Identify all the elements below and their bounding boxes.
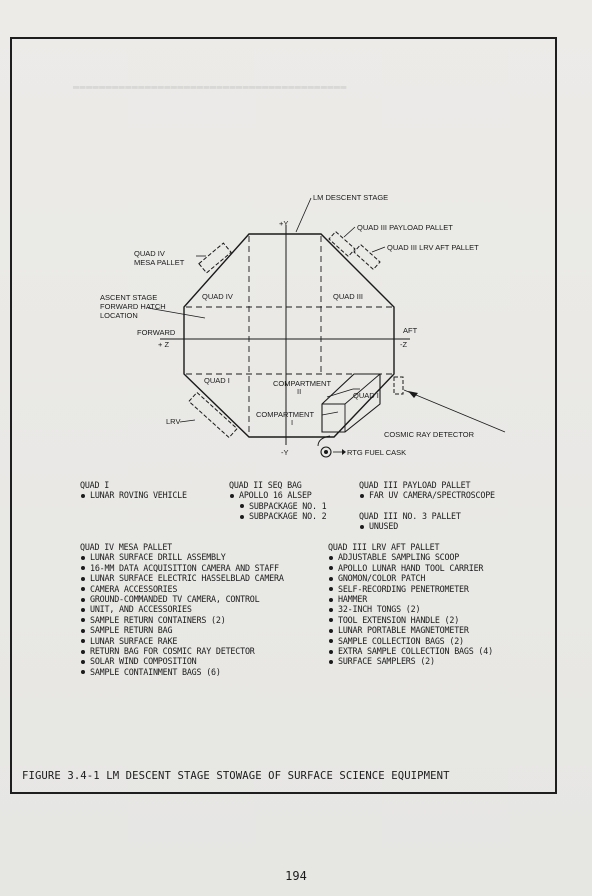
label-quad-i: QUAD I <box>204 376 230 385</box>
bleed-through-text: ▬▬▬▬▬▬▬▬▬▬▬▬▬▬▬▬▬▬▬▬▬▬▬▬▬▬▬▬▬▬▬▬▬▬▬▬▬▬▬▬▬▬ <box>73 82 347 93</box>
label-quad-iii-lrv-aft-pallet: QUAD III LRV AFT PALLET <box>387 243 479 252</box>
label-lm-descent-stage: LM DESCENT STAGE <box>313 193 389 202</box>
list-item: LUNAR ROVING VEHICLE <box>80 490 187 500</box>
list-item: TOOL EXTENSION HANDLE (2) <box>328 615 493 625</box>
list-item: SURFACE SAMPLERS (2) <box>328 656 493 666</box>
label-aft: AFT <box>403 326 418 335</box>
list-item: EXTRA SAMPLE COLLECTION BAGS (4) <box>328 646 493 656</box>
label-compartment-ii-2: II <box>297 387 302 396</box>
list-item: GNOMON/COLOR PATCH <box>328 573 493 583</box>
label-minus-y: -Y <box>281 448 289 457</box>
list-heading: QUAD III NO. 3 PALLET <box>359 511 461 521</box>
label-ascent-hatch-1: ASCENT STAGE <box>100 293 158 302</box>
list-quad-i <box>80 480 187 501</box>
list-item: ADJUSTABLE SAMPLING SCOOP <box>328 552 493 562</box>
list-quad-iv-mesa <box>80 542 284 677</box>
label-plus-z: + Z <box>158 340 170 349</box>
list-item: SAMPLE RETURN CONTAINERS (2) <box>80 615 284 625</box>
lrv-outline <box>189 392 237 437</box>
list-item: SAMPLE RETURN BAG <box>80 625 284 635</box>
label-plus-y: +Y <box>279 219 289 228</box>
cosmic-ray-detector-box <box>394 377 403 394</box>
list-item: SAMPLE CONTAINMENT BAGS (6) <box>80 667 284 677</box>
label-rtg-fuel-cask: RTG FUEL CASK <box>347 448 407 457</box>
label-lrv: LRV <box>166 417 181 426</box>
list-quad-iii-lrv-aft <box>328 542 493 667</box>
list-item: 32-INCH TONGS (2) <box>328 604 493 614</box>
label-compartment-ii-1: COMPARTMENT <box>273 379 332 388</box>
list-item: LUNAR SURFACE RAKE <box>80 636 284 646</box>
label-quad-iv-mesa-1: QUAD IV <box>134 249 165 258</box>
list-heading: QUAD II SEQ BAG <box>229 480 302 490</box>
quad-iv-mesa-pallet <box>199 243 231 273</box>
list-item: GROUND-COMMANDED TV CAMERA, CONTROL <box>80 594 284 604</box>
label-quad-iv-mesa-2: MESA PALLET <box>134 258 185 267</box>
leader-lines <box>148 198 505 452</box>
list-item: LUNAR SURFACE DRILL ASSEMBLY <box>80 552 284 562</box>
list-heading: QUAD IV MESA PALLET <box>80 542 173 552</box>
quad-iii-payload-pallet <box>329 232 355 257</box>
list-item: LUNAR PORTABLE MAGNETOMETER <box>328 625 493 635</box>
label-quad-iii-payload-pallet: QUAD III PAYLOAD PALLET <box>357 223 453 232</box>
page-number: 194 <box>285 869 307 883</box>
label-forward: FORWARD <box>137 328 176 337</box>
list-quad-iii-payload <box>359 480 495 501</box>
list-quad-iii-no3 <box>359 511 461 532</box>
list-item: UNIT, AND ACCESSORIES <box>80 604 284 614</box>
descent-stage-outline <box>184 234 394 437</box>
label-compartment-i-1: COMPARTMENT <box>256 410 315 419</box>
list-item: APOLLO LUNAR HAND TOOL CARRIER <box>328 563 493 573</box>
label-ascent-hatch-3: LOCATION <box>100 311 138 320</box>
quad-iii-lrv-aft-pallet <box>354 245 380 270</box>
label-quad-iii: QUAD III <box>333 292 364 301</box>
list-subitem: SUBPACKAGE NO. 1 <box>229 501 326 511</box>
label-cosmic-ray-detector: COSMIC RAY DETECTOR <box>384 430 475 439</box>
list-heading: QUAD III LRV AFT PALLET <box>328 542 440 552</box>
label-minus-z: -Z <box>400 340 408 349</box>
list-item: UNUSED <box>359 521 461 531</box>
label-compartment-i-2: I <box>291 418 294 427</box>
list-item: LUNAR SURFACE ELECTRIC HASSELBLAD CAMERA <box>80 573 284 583</box>
label-ascent-hatch-2: FORWARD HATCH <box>100 302 166 311</box>
label-quad-ii: QUAD II <box>353 391 381 400</box>
list-item: RETURN BAG FOR COSMIC RAY DETECTOR <box>80 646 284 656</box>
figure-caption: FIGURE 3.4-1 LM DESCENT STAGE STOWAGE OF SURFACE SCIENCE EQUIPMENT <box>22 770 450 782</box>
list-item: SAMPLE COLLECTION BAGS (2) <box>328 636 493 646</box>
list-heading: QUAD I <box>80 480 110 490</box>
list-item: SELF-RECORDING PENETROMETER <box>328 584 493 594</box>
list-heading: QUAD III PAYLOAD PALLET <box>359 480 471 490</box>
list-item: APOLLO 16 ALSEP <box>229 490 326 500</box>
list-item: CAMERA ACCESSORIES <box>80 584 284 594</box>
list-item: SOLAR WIND COMPOSITION <box>80 656 284 666</box>
list-item: 16-MM DATA ACQUISITION CAMERA AND STAFF <box>80 563 284 573</box>
list-item: FAR UV CAMERA/SPECTROSCOPE <box>359 490 495 500</box>
label-quad-iv: QUAD IV <box>202 292 233 301</box>
list-quad-ii <box>229 480 326 522</box>
list-subitem: SUBPACKAGE NO. 2 <box>229 511 326 521</box>
list-item: HAMMER <box>328 594 493 604</box>
